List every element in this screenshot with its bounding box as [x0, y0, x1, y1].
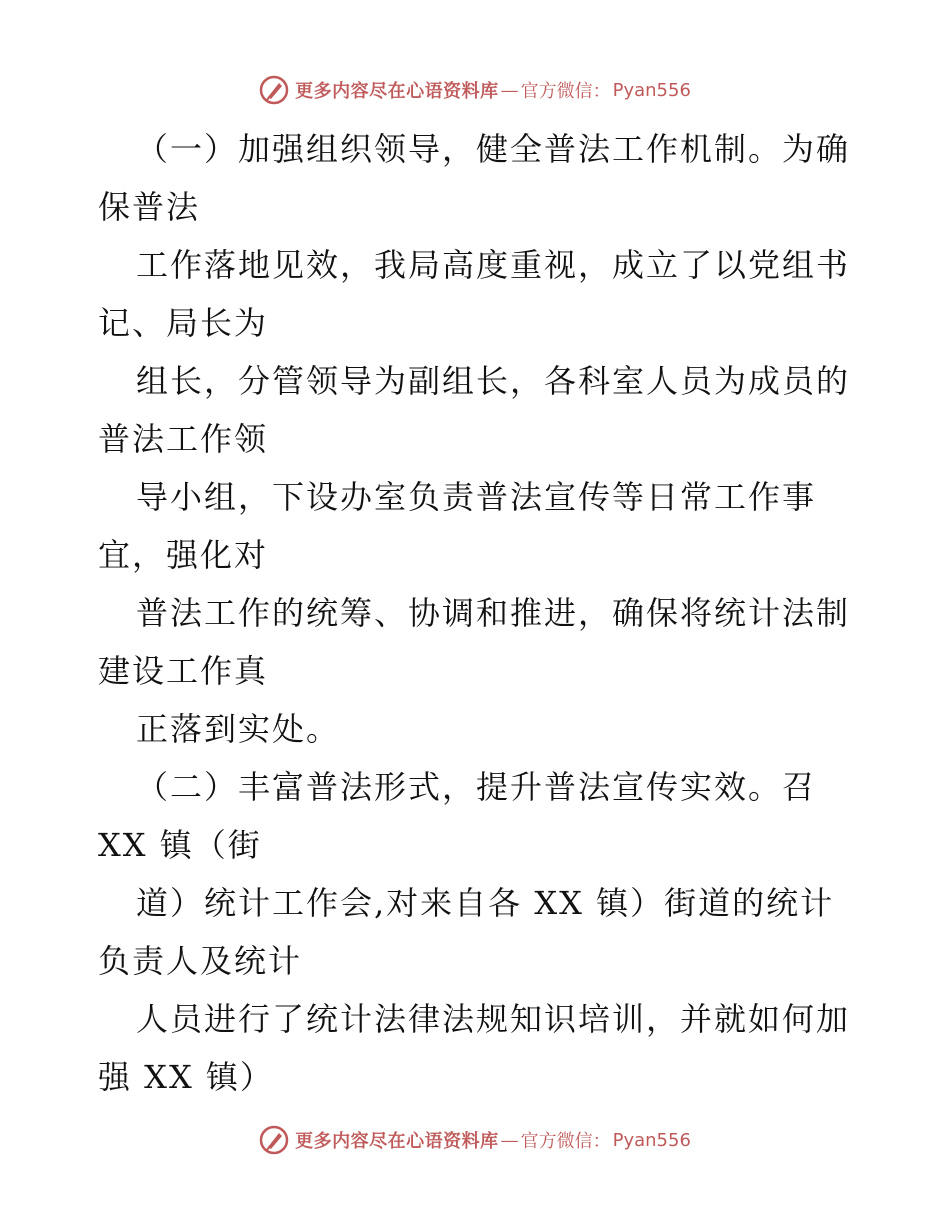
banner-wechat-id: Pyan556: [612, 79, 691, 101]
text-line: 保普法: [98, 188, 201, 226]
text-line: 普法工作的统筹、协调和推进，确保将统计法制: [136, 594, 851, 632]
banner-separator: —: [500, 79, 519, 101]
text-line: 导小组，下设办室负责普法宣传等日常工作事: [136, 478, 817, 516]
text-line: 人员进行了统计法律法规知识培训，并就如何加: [136, 1000, 851, 1038]
text-line: 建设工作真: [98, 652, 269, 690]
text-line: 强 XX 镇）: [98, 1058, 274, 1096]
text-line: 正落到实处。: [136, 710, 341, 748]
footer-banner: [0, 1120, 950, 1160]
text-line: 记、局长为: [98, 304, 269, 342]
header-banner: [0, 70, 950, 110]
text-line: 宜，强化对: [98, 536, 269, 574]
banner-slogan: 更多内容尽在心语资料库: [295, 81, 499, 102]
banner-wechat-label: 官方微信：: [520, 1131, 611, 1152]
text-line: XX 镇（街: [98, 826, 262, 864]
banner-slogan: 更多内容尽在心语资料库: [295, 1131, 499, 1152]
text-line: （二）丰富普法形式，提升普法宣传实效。召: [136, 768, 817, 806]
quill-pen-logo-icon: [259, 75, 289, 105]
text-line: 普法工作领: [98, 420, 269, 458]
banner-wechat-id: Pyan556: [612, 1129, 691, 1151]
banner-wechat-label: 官方微信：: [520, 81, 611, 102]
text-line: 负责人及统计: [98, 942, 303, 980]
text-line: （一）加强组织领导，健全普法工作机制。为确: [136, 130, 851, 168]
text-line: 组长，分管领导为副组长，各科室人员为成员的: [136, 362, 851, 400]
banner-separator: —: [500, 1129, 519, 1151]
quill-pen-logo-icon: [259, 1125, 289, 1155]
text-line: 工作落地见效，我局高度重视，成立了以党组书: [136, 246, 851, 284]
document-body: [98, 120, 868, 1106]
text-line: 道）统计工作会,对来自各 XX 镇）街道的统计: [136, 884, 835, 922]
